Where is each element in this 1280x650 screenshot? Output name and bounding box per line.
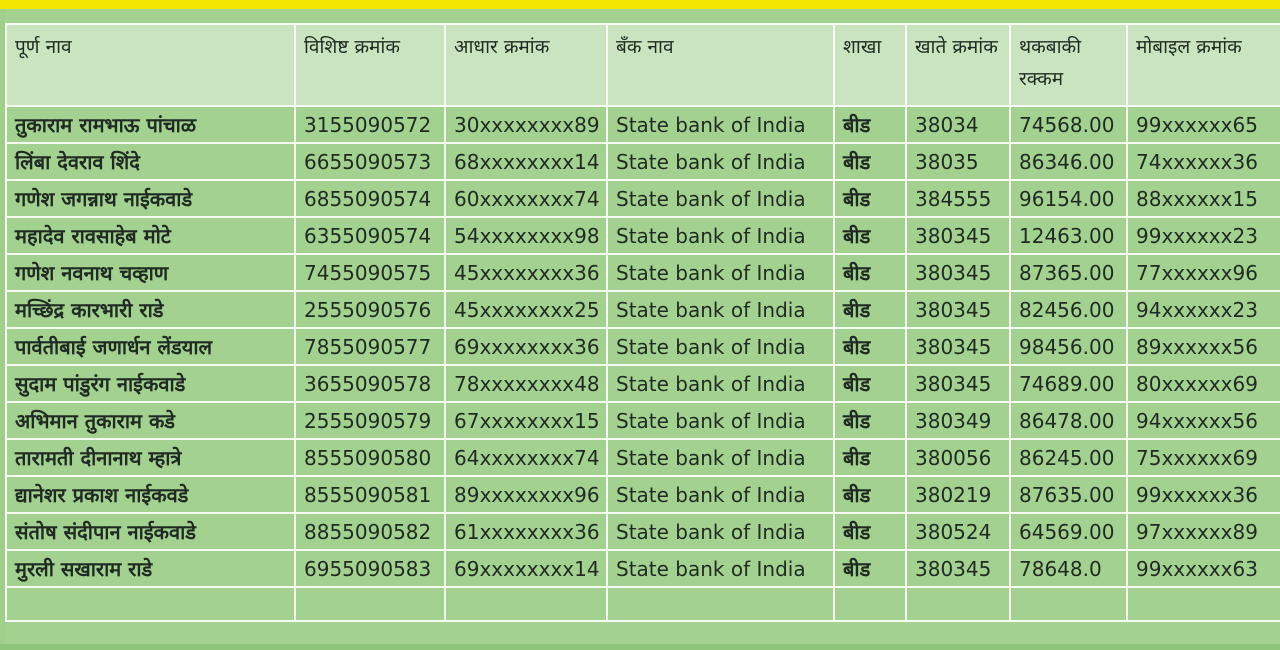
mobile-cell: 97xxxxxx89 [1127, 513, 1280, 550]
table-row [6, 143, 1280, 180]
aadhaar-cell: 45xxxxxxxx25 [445, 291, 607, 328]
branch-cell: बीड [834, 180, 906, 217]
mobile-cell: 80xxxxxx69 [1127, 365, 1280, 402]
bank-name-cell: State bank of India [607, 439, 834, 476]
bank-name-cell: State bank of India [607, 143, 834, 180]
unique-number-cell: 6355090574 [295, 217, 445, 254]
amount-cell: 86245.00 [1010, 439, 1127, 476]
table-row [6, 402, 1280, 439]
unique-number-cell: 7455090575 [295, 254, 445, 291]
aadhaar-cell: 60xxxxxxxx74 [445, 180, 607, 217]
mobile-cell: 99xxxxxx36 [1127, 476, 1280, 513]
unique-number-cell: 6855090574 [295, 180, 445, 217]
table-row [6, 328, 1280, 365]
bank-name-cell: State bank of India [607, 365, 834, 402]
empty-cell [906, 587, 1010, 621]
table-row [6, 217, 1280, 254]
amount-cell: 82456.00 [1010, 291, 1127, 328]
unique-number-cell: 6655090573 [295, 143, 445, 180]
amount-cell: 86478.00 [1010, 402, 1127, 439]
name-cell: महादेव रावसाहेब मोटे [6, 217, 295, 254]
amount-cell: 64569.00 [1010, 513, 1127, 550]
empty-cell [1010, 587, 1127, 621]
aadhaar-cell: 67xxxxxxxx15 [445, 402, 607, 439]
name-cell: द्यानेशर प्रकाश नाईकवडे [6, 476, 295, 513]
account-number-cell: 380345 [906, 550, 1010, 587]
bank-name-cell: State bank of India [607, 106, 834, 143]
unique-number-cell: 2555090576 [295, 291, 445, 328]
name-cell: पार्वतीबाई जणार्धन लेंडयाल [6, 328, 295, 365]
header-mobile-number: मोबाइल क्रमांक [1127, 24, 1280, 106]
amount-cell: 87635.00 [1010, 476, 1127, 513]
amount-cell: 12463.00 [1010, 217, 1127, 254]
aadhaar-cell: 69xxxxxxxx14 [445, 550, 607, 587]
branch-cell: बीड [834, 402, 906, 439]
empty-cell [1127, 587, 1280, 621]
aadhaar-cell: 68xxxxxxxx14 [445, 143, 607, 180]
header-aadhaar-number: आधार क्रमांक [445, 24, 607, 106]
unique-number-cell: 2555090579 [295, 402, 445, 439]
aadhaar-cell: 61xxxxxxxx36 [445, 513, 607, 550]
empty-cell [607, 587, 834, 621]
branch-cell: बीड [834, 365, 906, 402]
branch-cell: बीड [834, 550, 906, 587]
account-number-cell: 380345 [906, 217, 1010, 254]
name-cell: गणेश जगन्नाथ नाईकवाडे [6, 180, 295, 217]
bank-name-cell: State bank of India [607, 550, 834, 587]
empty-cell [834, 587, 906, 621]
bank-name-cell: State bank of India [607, 254, 834, 291]
table-row [6, 550, 1280, 587]
mobile-cell: 74xxxxxx36 [1127, 143, 1280, 180]
amount-cell: 86346.00 [1010, 143, 1127, 180]
bank-name-cell: State bank of India [607, 476, 834, 513]
account-number-cell: 384555 [906, 180, 1010, 217]
amount-cell: 98456.00 [1010, 328, 1127, 365]
top-highlight-band [0, 0, 1280, 9]
branch-cell: बीड [834, 106, 906, 143]
name-cell: संतोष संदीपान नाईकवाडे [6, 513, 295, 550]
header-outstanding-amount: थकबाकी रक्कम [1010, 24, 1127, 106]
branch-cell: बीड [834, 513, 906, 550]
empty-table-row [6, 587, 1280, 621]
unique-number-cell: 8555090581 [295, 476, 445, 513]
mobile-cell: 77xxxxxx96 [1127, 254, 1280, 291]
mobile-cell: 94xxxxxx56 [1127, 402, 1280, 439]
mobile-cell: 89xxxxxx56 [1127, 328, 1280, 365]
account-number-cell: 38035 [906, 143, 1010, 180]
table-row [6, 513, 1280, 550]
mobile-cell: 75xxxxxx69 [1127, 439, 1280, 476]
table-row [6, 180, 1280, 217]
branch-cell: बीड [834, 291, 906, 328]
branch-cell: बीड [834, 254, 906, 291]
aadhaar-cell: 69xxxxxxxx36 [445, 328, 607, 365]
mobile-cell: 99xxxxxx65 [1127, 106, 1280, 143]
mobile-cell: 99xxxxxx23 [1127, 217, 1280, 254]
bank-name-cell: State bank of India [607, 291, 834, 328]
table-row [6, 254, 1280, 291]
bank-name-cell: State bank of India [607, 402, 834, 439]
unique-number-cell: 8555090580 [295, 439, 445, 476]
amount-cell: 87365.00 [1010, 254, 1127, 291]
header-account-number: खाते क्रमांक [906, 24, 1010, 106]
bank-name-cell: State bank of India [607, 513, 834, 550]
table-header-row [6, 24, 1280, 106]
table-body [6, 106, 1280, 621]
mobile-cell: 94xxxxxx23 [1127, 291, 1280, 328]
amount-cell: 74689.00 [1010, 365, 1127, 402]
account-number-cell: 380345 [906, 291, 1010, 328]
empty-cell [6, 587, 295, 621]
bank-name-cell: State bank of India [607, 328, 834, 365]
table-row [6, 476, 1280, 513]
bottom-edge [0, 644, 1280, 650]
empty-cell [295, 587, 445, 621]
account-number-cell: 38034 [906, 106, 1010, 143]
unique-number-cell: 7855090577 [295, 328, 445, 365]
account-number-cell: 380345 [906, 365, 1010, 402]
header-branch: शाखा [834, 24, 906, 106]
amount-cell: 74568.00 [1010, 106, 1127, 143]
unique-number-cell: 3655090578 [295, 365, 445, 402]
empty-cell [445, 587, 607, 621]
unique-number-cell: 6955090583 [295, 550, 445, 587]
header-bank-name: बँक नाव [607, 24, 834, 106]
branch-cell: बीड [834, 143, 906, 180]
account-number-cell: 380056 [906, 439, 1010, 476]
bank-name-cell: State bank of India [607, 180, 834, 217]
amount-cell: 78648.0 [1010, 550, 1127, 587]
aadhaar-cell: 89xxxxxxxx96 [445, 476, 607, 513]
account-number-cell: 380349 [906, 402, 1010, 439]
account-number-cell: 380219 [906, 476, 1010, 513]
header-full-name: पूर्ण नाव [6, 24, 295, 106]
name-cell: मुरली सखाराम राडे [6, 550, 295, 587]
name-cell: मच्छिंद्र कारभारी राडे [6, 291, 295, 328]
account-number-cell: 380345 [906, 328, 1010, 365]
aadhaar-cell: 78xxxxxxxx48 [445, 365, 607, 402]
table-row [6, 365, 1280, 402]
bank-name-cell: State bank of India [607, 217, 834, 254]
account-number-cell: 380524 [906, 513, 1010, 550]
aadhaar-cell: 54xxxxxxxx98 [445, 217, 607, 254]
name-cell: अभिमान तुकाराम कडे [6, 402, 295, 439]
branch-cell: बीड [834, 439, 906, 476]
mobile-cell: 99xxxxxx63 [1127, 550, 1280, 587]
aadhaar-cell: 64xxxxxxxx74 [445, 439, 607, 476]
branch-cell: बीड [834, 328, 906, 365]
unique-number-cell: 8855090582 [295, 513, 445, 550]
aadhaar-cell: 45xxxxxxxx36 [445, 254, 607, 291]
name-cell: तुकाराम रामभाऊ पांचाळ [6, 106, 295, 143]
account-number-cell: 380345 [906, 254, 1010, 291]
aadhaar-cell: 30xxxxxxxx89 [445, 106, 607, 143]
spreadsheet-sheet [5, 9, 1280, 650]
loan-defaulters-table [5, 23, 1280, 622]
name-cell: लिंबा देवराव शिंदे [6, 143, 295, 180]
header-unique-number: विशिष्ट क्रमांक [295, 24, 445, 106]
name-cell: सुदाम पांडुरंग नाईकवाडे [6, 365, 295, 402]
table-row [6, 291, 1280, 328]
name-cell: गणेश नवनाथ चव्हाण [6, 254, 295, 291]
name-cell: तारामती दीनानाथ म्हात्रे [6, 439, 295, 476]
table-row [6, 439, 1280, 476]
branch-cell: बीड [834, 476, 906, 513]
table-row [6, 106, 1280, 143]
mobile-cell: 88xxxxxx15 [1127, 180, 1280, 217]
branch-cell: बीड [834, 217, 906, 254]
amount-cell: 96154.00 [1010, 180, 1127, 217]
unique-number-cell: 3155090572 [295, 106, 445, 143]
